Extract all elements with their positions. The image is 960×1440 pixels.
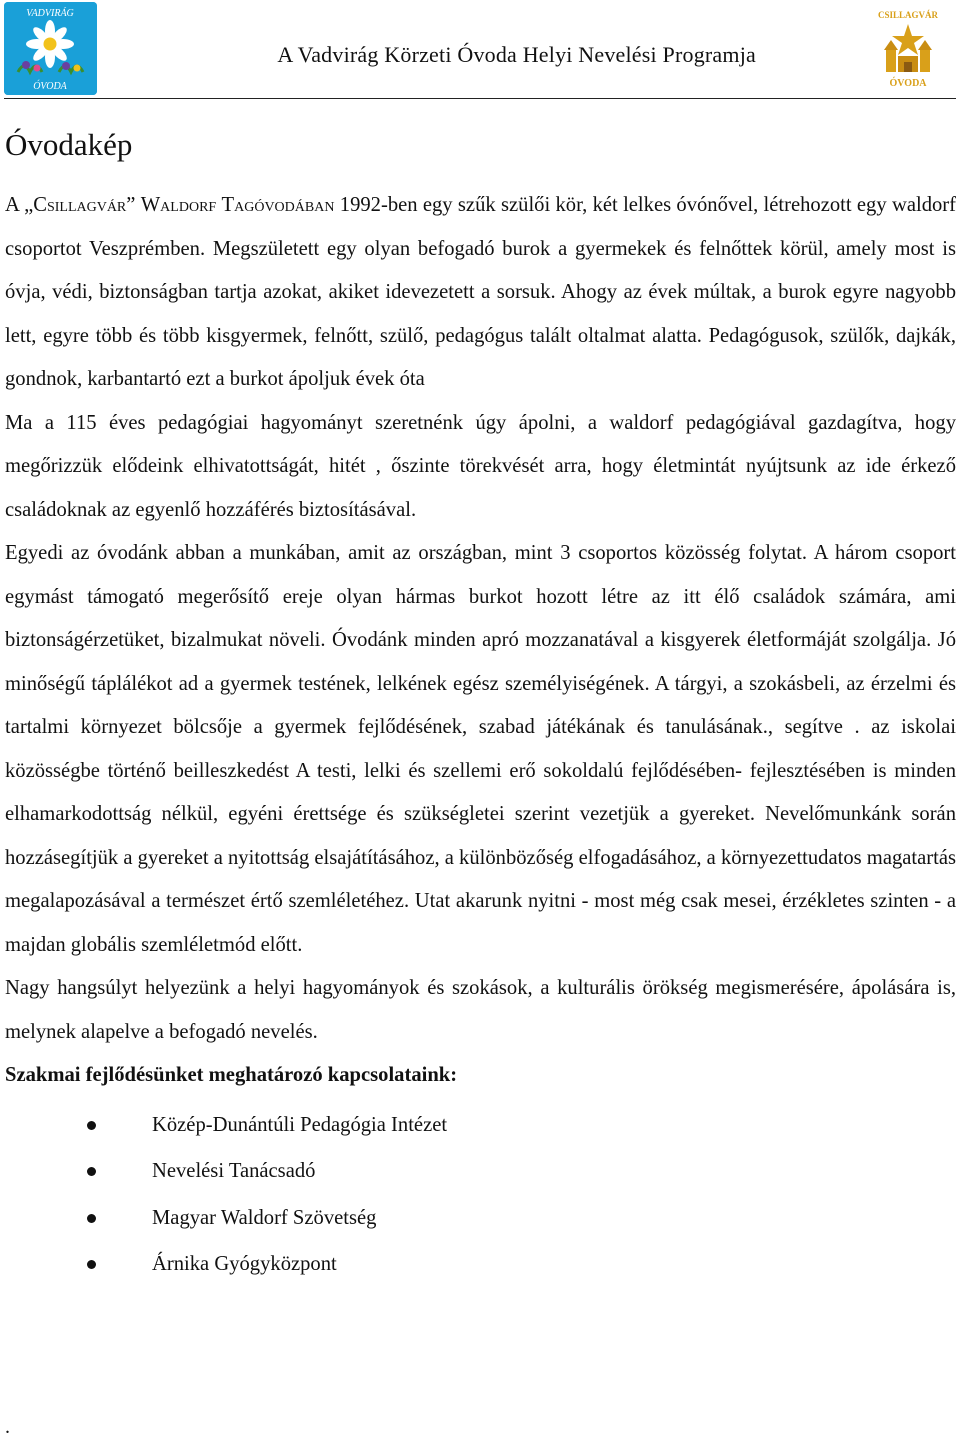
- csillagvar-logo: [872, 6, 944, 92]
- connections-list: [5, 1102, 956, 1288]
- traditions-paragraph: Nagy hangsúlyt helyezünk a helyi hagyományok és szokások, a kulturális örökség megismerésére, ápolására is, melynek alapelve a befogadó nevelés.: [5, 977, 956, 1043]
- bullet-icon: [87, 1260, 96, 1269]
- connections-heading: Szakmai fejlődésünket meghatározó kapcsolataink:: [5, 1064, 458, 1086]
- svg-text:ÓVODA: ÓVODA: [33, 81, 67, 92]
- csillagvar-logo-graphic: [872, 6, 944, 92]
- heritage-paragraph: Ma a 115 éves pedagógiai hagyományt szeretnénk úgy ápolni, a waldorf pedagógiával gazdagítva, hogy megőrizzük elődeink elhivatottságát, hitét , őszinte törekvését arra, hogy életmintát nyújtsunk az ide érkező családoknak az egyenlő hozzáférés biztosításával.: [5, 411, 956, 521]
- vadvirag-logo-graphic: [4, 2, 97, 95]
- intro-paragraph: [5, 184, 956, 402]
- kindergarten-name-1: Csillagvár: [33, 194, 127, 216]
- trailing-period: .: [5, 1416, 10, 1438]
- svg-text:VADVIRÁG: VADVIRÁG: [26, 8, 74, 19]
- document-body: [5, 118, 956, 1288]
- bullet-icon: [87, 1167, 96, 1176]
- kindergarten-name-2: Waldorf: [140, 194, 217, 216]
- page-heading: Óvodakép: [5, 127, 133, 162]
- intro-quote-open: „: [24, 194, 34, 216]
- intro-a: A: [5, 194, 25, 216]
- svg-text:CSILLAGVÁR: CSILLAGVÁR: [877, 10, 939, 20]
- kindergarten-name-3: Tagóvodában: [221, 194, 335, 216]
- document-running-title: A Vadvirág Körzeti Óvoda Helyi Nevelési Programja: [277, 42, 756, 67]
- vadvirag-logo: [4, 2, 97, 95]
- list-item: [5, 1102, 956, 1149]
- page-header: [4, 2, 956, 99]
- list-item: [5, 1241, 956, 1288]
- mission-paragraph: Egyedi az óvodánk abban a munkában, amit az országban, mint 3 csoportos közösség folytat. A három csoport egymást támogató megerősítő ereje olyan hármas burkot hozott létre az itt élő családok számára, ami biztonságérzetüket, bizalmukat növeli. Óvodánk minden apró mozzanatával a kisgyerek életformáját szolgálja. Jó minőségű táplálékot ad a gyermek testének, lelkének egész személyiségének. A tárgyi, a szokásbeli, az érzelmi és tartalmi környezet bölcsője a gyermek fejlődésének, szabad játékának és tanulásának., segítve . az iskolai közösségbe történő beilleszkedést A testi, lelki és szellemi erő sokoldalú fejlődésében- fejlesztésében is minden elhamarkodottság nélkül, egyéni érettsége és szükségletei szerint vezetjük a gyereket. Nevelőmunkánk során hozzásegítjük a gyereket a nyitottság elsajátításához, a különbözőség elfogadásához, a környezettudatos magatartás megalapozásával a természet értő szemléletéhez. Utat akarunk nyitni - most még csak mesei, érzékletes szinten - a majdan globális szemléletmód előtt.: [5, 542, 956, 956]
- intro-rest: 1992-ben egy szűk szülői kör, két lelkes óvónővel, létrehozott egy waldorf csoportot Veszprémben. Megszületett egy olyan befogadó burok a gyermekek és felnőttek körül, amely most is óvja, védi, biztonságban tartja azokat, akiket idevezetett a sorsuk. Ahogy az évek múltak, a burok egyre nagyobb lett, egyre több és több kisgyermek, felnőtt, szülő, pedagógus talált oltalmat alatta. Pedagógusok, szülők, dajkák, gondnok, karbantartó ezt a burkot ápoljuk évek óta: [5, 194, 957, 390]
- bullet-icon: [87, 1121, 96, 1130]
- connection-label: Árnika Gyógyközpont: [152, 1253, 337, 1275]
- connection-label: Nevelési Tanácsadó: [152, 1160, 316, 1182]
- list-item: [5, 1148, 956, 1195]
- bullet-icon: [87, 1214, 96, 1223]
- connection-label: Magyar Waldorf Szövetség: [152, 1206, 377, 1229]
- list-item: [5, 1195, 956, 1242]
- connection-label: Közép-Dunántúli Pedagógia Intézet: [152, 1113, 448, 1136]
- intro-quote-close: ”: [126, 194, 136, 216]
- svg-text:ÓVODA: ÓVODA: [889, 78, 927, 89]
